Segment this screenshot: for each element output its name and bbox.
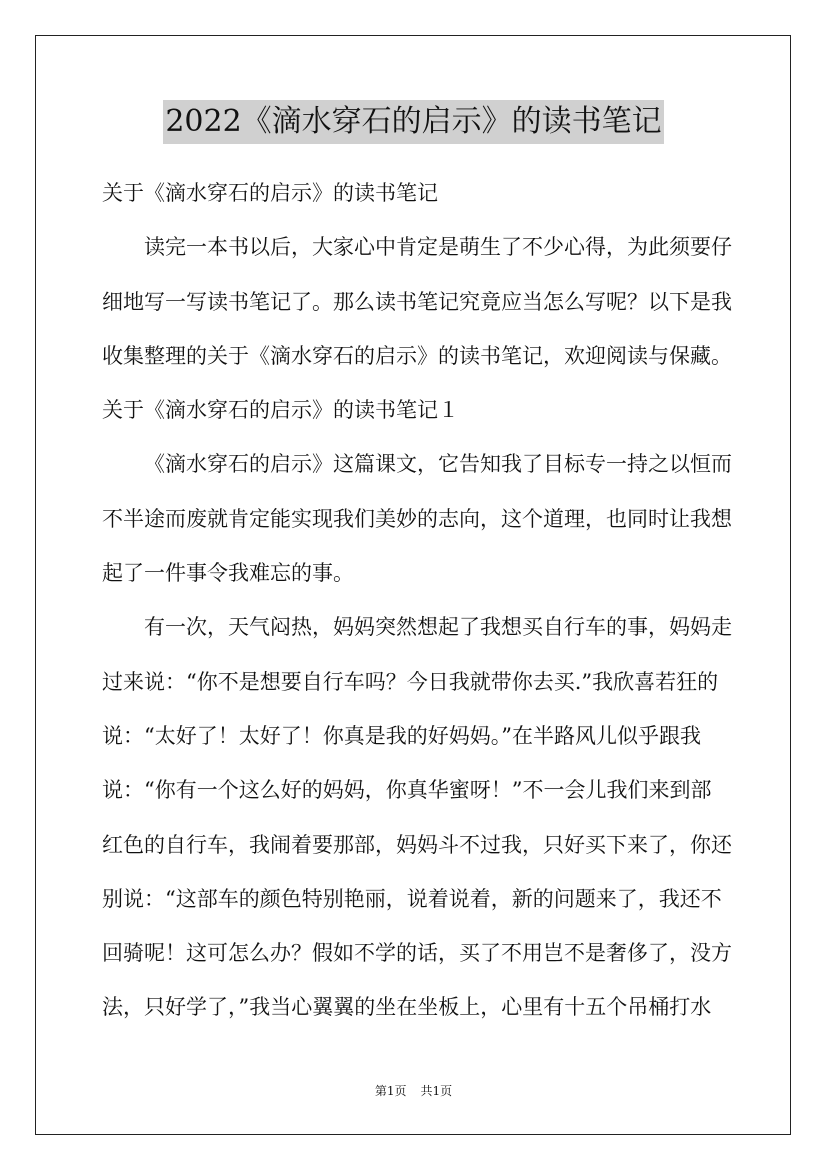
paragraph-line: 别说：“这部车的颜色特别艳丽，说着说着，新的问题来了，我还不 (102, 886, 722, 911)
paragraph-line: 说：“你有一个这么好的妈妈，你真华蜜呀！”不一会儿我们来到部 (102, 778, 712, 803)
paragraph-line: 有一次，天气闷热，妈妈突然想起了我想买自行车的事，妈妈走 (144, 615, 732, 640)
paragraph-line: 细地写一写读书笔记了。那么读书笔记究竟应当怎么写呢？以下是我 (102, 289, 732, 314)
paragraph-line: 《滴水穿石的启示》这篇课文，它告知我了目标专一持之以恒而 (144, 452, 732, 477)
paragraph-line: 不半途而废就肯定能实现我们美妙的志向，这个道理，也同时让我想 (102, 506, 732, 531)
document-body (102, 166, 732, 1035)
paragraph-line: 读完一本书以后，大家心中肯定是萌生了不少心得，为此须要仔 (144, 235, 732, 260)
paragraph-line: 回骑呢！这可怎么办？假如不学的话，买了不用岂不是奢侈了，没方 (102, 941, 732, 966)
paragraph-line: 起了一件事令我难忘的事。 (102, 561, 354, 586)
section-heading: 关于《滴水穿石的启示》的读书笔记１ (102, 398, 459, 423)
page-total: 共1页 (420, 1084, 453, 1098)
document-title: 2022《滴水穿石的启示》的读书笔记 (163, 100, 663, 144)
title-wrap (0, 100, 827, 144)
page-number: 第1页 (374, 1084, 407, 1098)
page-footer (0, 1082, 827, 1100)
paragraph-line: 说：“太好了！太好了！你真是我的好妈妈。”在半路风儿似乎跟我 (102, 723, 701, 748)
paragraph-line: 红色的自行车，我闹着要那部，妈妈斗不过我，只好买下来了，你还 (102, 832, 732, 857)
paragraph-line: 法，只好学了，”我当心翼翼的坐在坐板上，心里有十五个吊桶打水 (102, 995, 712, 1020)
section-heading: 关于《滴水穿石的启示》的读书笔记 (102, 181, 438, 205)
paragraph-line: 过来说：“你不是想要自行车吗？今日我就带你去买.”我欣喜若狂的 (102, 669, 719, 694)
paragraph-line: 收集整理的关于《滴水穿石的启示》的读书笔记，欢迎阅读与保藏。 (102, 343, 732, 368)
